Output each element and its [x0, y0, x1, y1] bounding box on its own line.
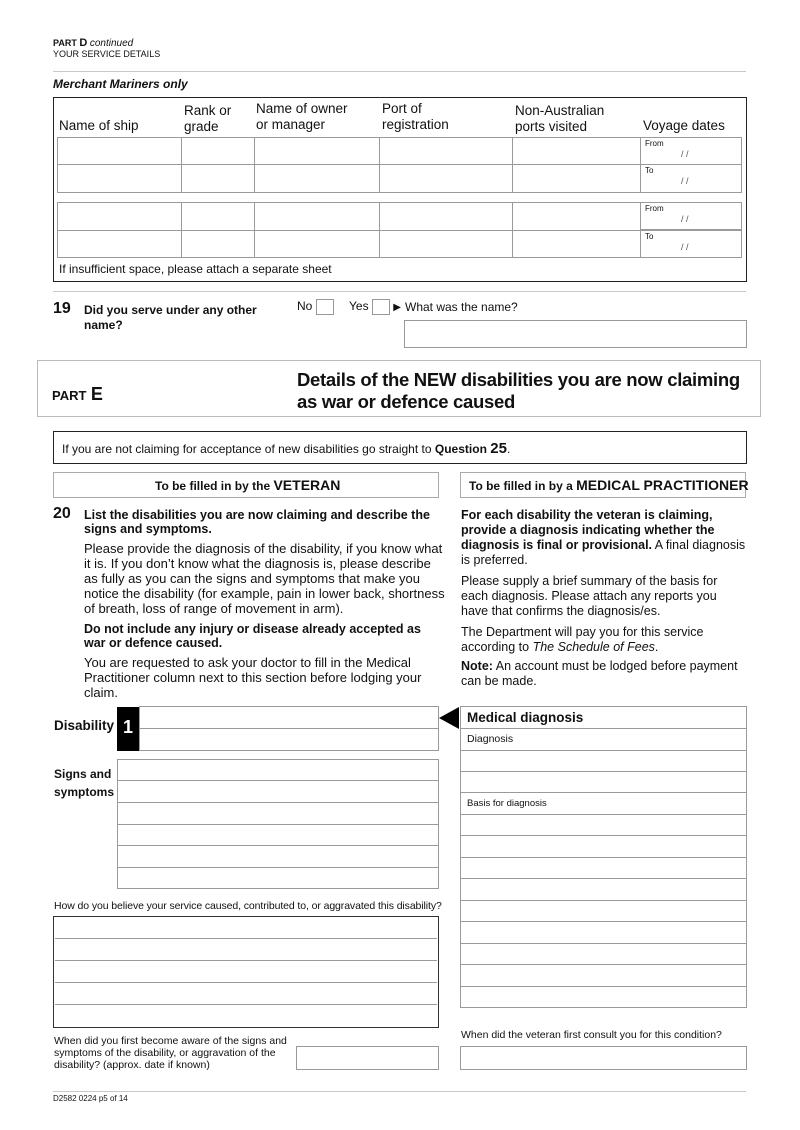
aware-question — [54, 1035, 287, 1071]
consult-question: When did the veteran first consult you for this condition? — [461, 1029, 722, 1041]
part-e-label — [52, 384, 103, 405]
basis-field-1[interactable] — [460, 792, 747, 815]
col-rank-line2: grade — [184, 119, 219, 134]
q20-number: 20 — [53, 505, 71, 522]
medical-p3-line1: The Department will pay you for this service — [461, 625, 704, 639]
continued-label: continued — [89, 38, 134, 49]
medical-header-prefix: To be filled in by a — [469, 479, 573, 493]
foreign-ports-field-1[interactable] — [512, 137, 641, 193]
q20-p1-line4: notice the disability (for example, pain in lower back, shortness — [84, 586, 445, 601]
row-divider — [58, 230, 640, 231]
medical-p2-line2: each diagnosis. Please attach any reports you — [461, 589, 717, 603]
ship-name-field-1[interactable] — [57, 137, 182, 193]
symptoms-field-5[interactable] — [117, 845, 439, 868]
rank-field-1[interactable] — [181, 137, 255, 193]
medical-p2-line3: have that confirms the diagnosis/es. — [461, 604, 661, 618]
col-rank — [184, 103, 231, 135]
divider — [53, 71, 746, 72]
section-subtitle: YOUR SERVICE DETAILS — [53, 49, 161, 59]
no-label: No — [297, 299, 313, 314]
col-ship: Name of ship — [59, 118, 139, 133]
to-label: To — [645, 232, 654, 241]
date-slashes: / / — [681, 176, 689, 186]
skip-note-text: If you are not claiming for acceptance of new disabilities go straight to — [62, 442, 432, 456]
note-line2: can be made. — [461, 674, 537, 688]
insufficient-space-note: If insufficient space, please attach a separate sheet — [59, 262, 332, 276]
part-e-title — [297, 369, 740, 413]
disability-number-badge: 1 — [117, 707, 139, 751]
from-label: From — [645, 139, 664, 148]
medical-note — [461, 659, 738, 689]
disability-field-line2[interactable] — [139, 728, 439, 751]
medical-p3-line2: according to — [461, 640, 530, 654]
part-e-title-line1: Details of the NEW disabilities you are now claiming — [297, 369, 740, 390]
part-letter: E — [90, 384, 103, 404]
veteran-header-bold: VETERAN — [273, 477, 341, 493]
medical-b1-line1: For each disability the veteran is claiming, — [461, 508, 713, 522]
aware-line2: symptoms of the disability, or aggravation of the — [54, 1047, 276, 1059]
cause-field[interactable] — [53, 916, 439, 1028]
part-letter: D — [79, 37, 88, 49]
merchant-title: Merchant Mariners only — [53, 77, 188, 91]
medical-p3-end: . — [654, 640, 659, 654]
q20-heading-line1: List the disabilities you are now claiming and describe the — [84, 508, 430, 522]
schedule-of-fees: The Schedule of Fees — [532, 640, 655, 654]
veteran-header-prefix: To be filled in by the — [155, 479, 271, 493]
note-line1: An account must be lodged before payment — [492, 659, 738, 673]
q20-p1-line2: it is. If you don’t know what the diagnosis is, please describe — [84, 556, 431, 571]
part-d-header — [53, 38, 160, 60]
q20-p2-line1: Do not include any injury or disease already accepted as — [84, 622, 421, 636]
aware-date-field[interactable] — [296, 1046, 439, 1070]
col-foreign-ports — [515, 103, 604, 135]
q19-number: 19 — [53, 300, 71, 317]
skip-note-number: 25 — [490, 440, 507, 457]
voyage-to-field-2[interactable] — [640, 230, 742, 258]
diagnosis-field-3[interactable] — [460, 771, 747, 793]
voyage-from-field-1[interactable] — [640, 137, 742, 165]
col-rank-line1: Rank or — [184, 103, 232, 118]
q19-line2: name? — [84, 318, 123, 332]
basis-field-5[interactable] — [460, 878, 747, 901]
diagnosis-field-1[interactable] — [460, 728, 747, 751]
part-e-title-line2: as war or defence caused — [297, 391, 515, 412]
basis-field-3[interactable] — [460, 835, 747, 858]
col-foreign-line1: Non-Australian — [515, 103, 605, 118]
diagnosis-label: Diagnosis — [467, 733, 514, 745]
other-name-field[interactable] — [404, 320, 747, 348]
basis-label: Basis for diagnosis — [467, 798, 547, 809]
line-divider — [55, 960, 437, 961]
medical-header-bold: MEDICAL PRACTITIONER — [576, 477, 749, 493]
part-label: PART — [53, 38, 77, 48]
col-foreign-line2: ports visited — [515, 119, 588, 134]
q20-instructions — [84, 541, 445, 616]
basis-field-4[interactable] — [460, 857, 747, 879]
q20-p1-line3: as fully as you can the signs and symptoms that make you — [84, 571, 421, 586]
consult-date-field[interactable] — [460, 1046, 747, 1070]
basis-field-7[interactable] — [460, 921, 747, 944]
yes-checkbox[interactable] — [372, 299, 390, 315]
q20-heading — [84, 508, 430, 536]
medical-b1-line3b: A final diagnosis — [652, 538, 746, 552]
skip-note-end: . — [506, 442, 511, 456]
line-divider — [55, 1004, 437, 1005]
arrow-right-icon: ▶ — [393, 302, 401, 314]
voyage-from-field-2[interactable] — [640, 202, 742, 230]
date-slashes: / / — [681, 214, 689, 224]
col-port-line2: registration — [382, 117, 449, 132]
divider — [53, 291, 746, 292]
port-field-1[interactable] — [379, 137, 513, 193]
yes-label: Yes — [349, 299, 369, 314]
q20-p3-line2: Practitioner column next to this section before lodging your — [84, 670, 422, 685]
col-owner — [256, 101, 348, 133]
medical-b1-line4: is preferred. — [461, 553, 528, 567]
signs-label — [54, 765, 114, 801]
form-code: D2582 0224 p5 of 14 — [53, 1094, 128, 1103]
medical-header-text — [469, 477, 749, 493]
basis-field-8[interactable] — [460, 943, 747, 965]
disability-label: Disability — [54, 718, 115, 733]
note-label: Note: — [461, 659, 493, 673]
diagnosis-field-2[interactable] — [460, 750, 747, 772]
medical-p2-line1: Please supply a brief summary of the basis for — [461, 574, 718, 588]
q20-heading-line2: signs and symptoms. — [84, 522, 212, 536]
col-voyage: Voyage dates — [643, 118, 725, 133]
medical-b1-line3: diagnosis is final or provisional. — [461, 538, 653, 552]
col-owner-line1: Name of owner — [256, 101, 348, 116]
arrow-left-icon — [439, 707, 459, 729]
medical-diagnosis-title: Medical diagnosis — [467, 710, 584, 725]
divider — [53, 1091, 746, 1092]
aware-line1: When did you first become aware of the signs and — [54, 1035, 287, 1047]
basis-field-6[interactable] — [460, 900, 747, 922]
q19-yes-option — [349, 299, 401, 315]
row-divider — [58, 164, 640, 165]
date-slashes: / / — [681, 242, 689, 252]
q20-exclusion — [84, 622, 421, 650]
disability-field-line1[interactable] — [139, 706, 439, 729]
signs-line2: symptoms — [54, 785, 115, 799]
veteran-header-text — [155, 477, 340, 493]
skip-note — [62, 440, 510, 457]
q19-line1: Did you serve under any other — [84, 303, 257, 317]
no-checkbox[interactable] — [316, 299, 334, 315]
q20-doctor-request — [84, 655, 421, 700]
aware-line3: disability? (approx. date if known) — [54, 1059, 210, 1071]
basis-field-2[interactable] — [460, 814, 747, 836]
voyage-to-field-1[interactable] — [640, 164, 742, 193]
cause-question: How do you believe your service caused, contributed to, or aggravated this disability? — [54, 900, 442, 912]
col-owner-line2: or manager — [256, 117, 326, 132]
q20-p3-line1: You are requested to ask your doctor to fill in the Medical — [84, 655, 411, 670]
date-slashes: / / — [681, 149, 689, 159]
symptoms-field-4[interactable] — [117, 824, 439, 846]
symptoms-field-2[interactable] — [117, 780, 439, 803]
symptoms-field-1[interactable] — [117, 759, 439, 781]
medical-instructions — [461, 508, 745, 568]
owner-field-1[interactable] — [254, 137, 380, 193]
symptoms-field-6[interactable] — [117, 867, 439, 889]
medical-summary-text — [461, 574, 717, 619]
part-label: PART — [52, 388, 87, 403]
line-divider — [55, 982, 437, 983]
symptoms-field-3[interactable] — [117, 802, 439, 825]
skip-note-question: Question — [434, 442, 487, 456]
signs-line1: Signs and — [54, 767, 112, 781]
q19-no-option — [297, 299, 334, 315]
q19-question — [84, 303, 257, 333]
q20-p1-line5: of breath, loss of range of movement in arm). — [84, 601, 344, 616]
medical-payment-text — [461, 625, 703, 655]
q19-followup-label: What was the name? — [405, 300, 518, 314]
col-port-line1: Port of — [382, 101, 422, 116]
basis-field-9[interactable] — [460, 964, 747, 987]
q20-p3-line3: claim. — [84, 685, 118, 700]
basis-field-10[interactable] — [460, 986, 747, 1008]
to-label: To — [645, 166, 654, 175]
medical-b1-line2: provide a diagnosis indicating whether the — [461, 523, 715, 537]
medical-diagnosis-header — [460, 706, 747, 729]
q20-p1-line1: Please provide the diagnosis of the disability, if you know what — [84, 541, 443, 556]
col-port — [382, 101, 449, 133]
q20-p2-line2: war or defence caused. — [84, 636, 223, 650]
from-label: From — [645, 204, 664, 213]
line-divider — [55, 938, 437, 939]
